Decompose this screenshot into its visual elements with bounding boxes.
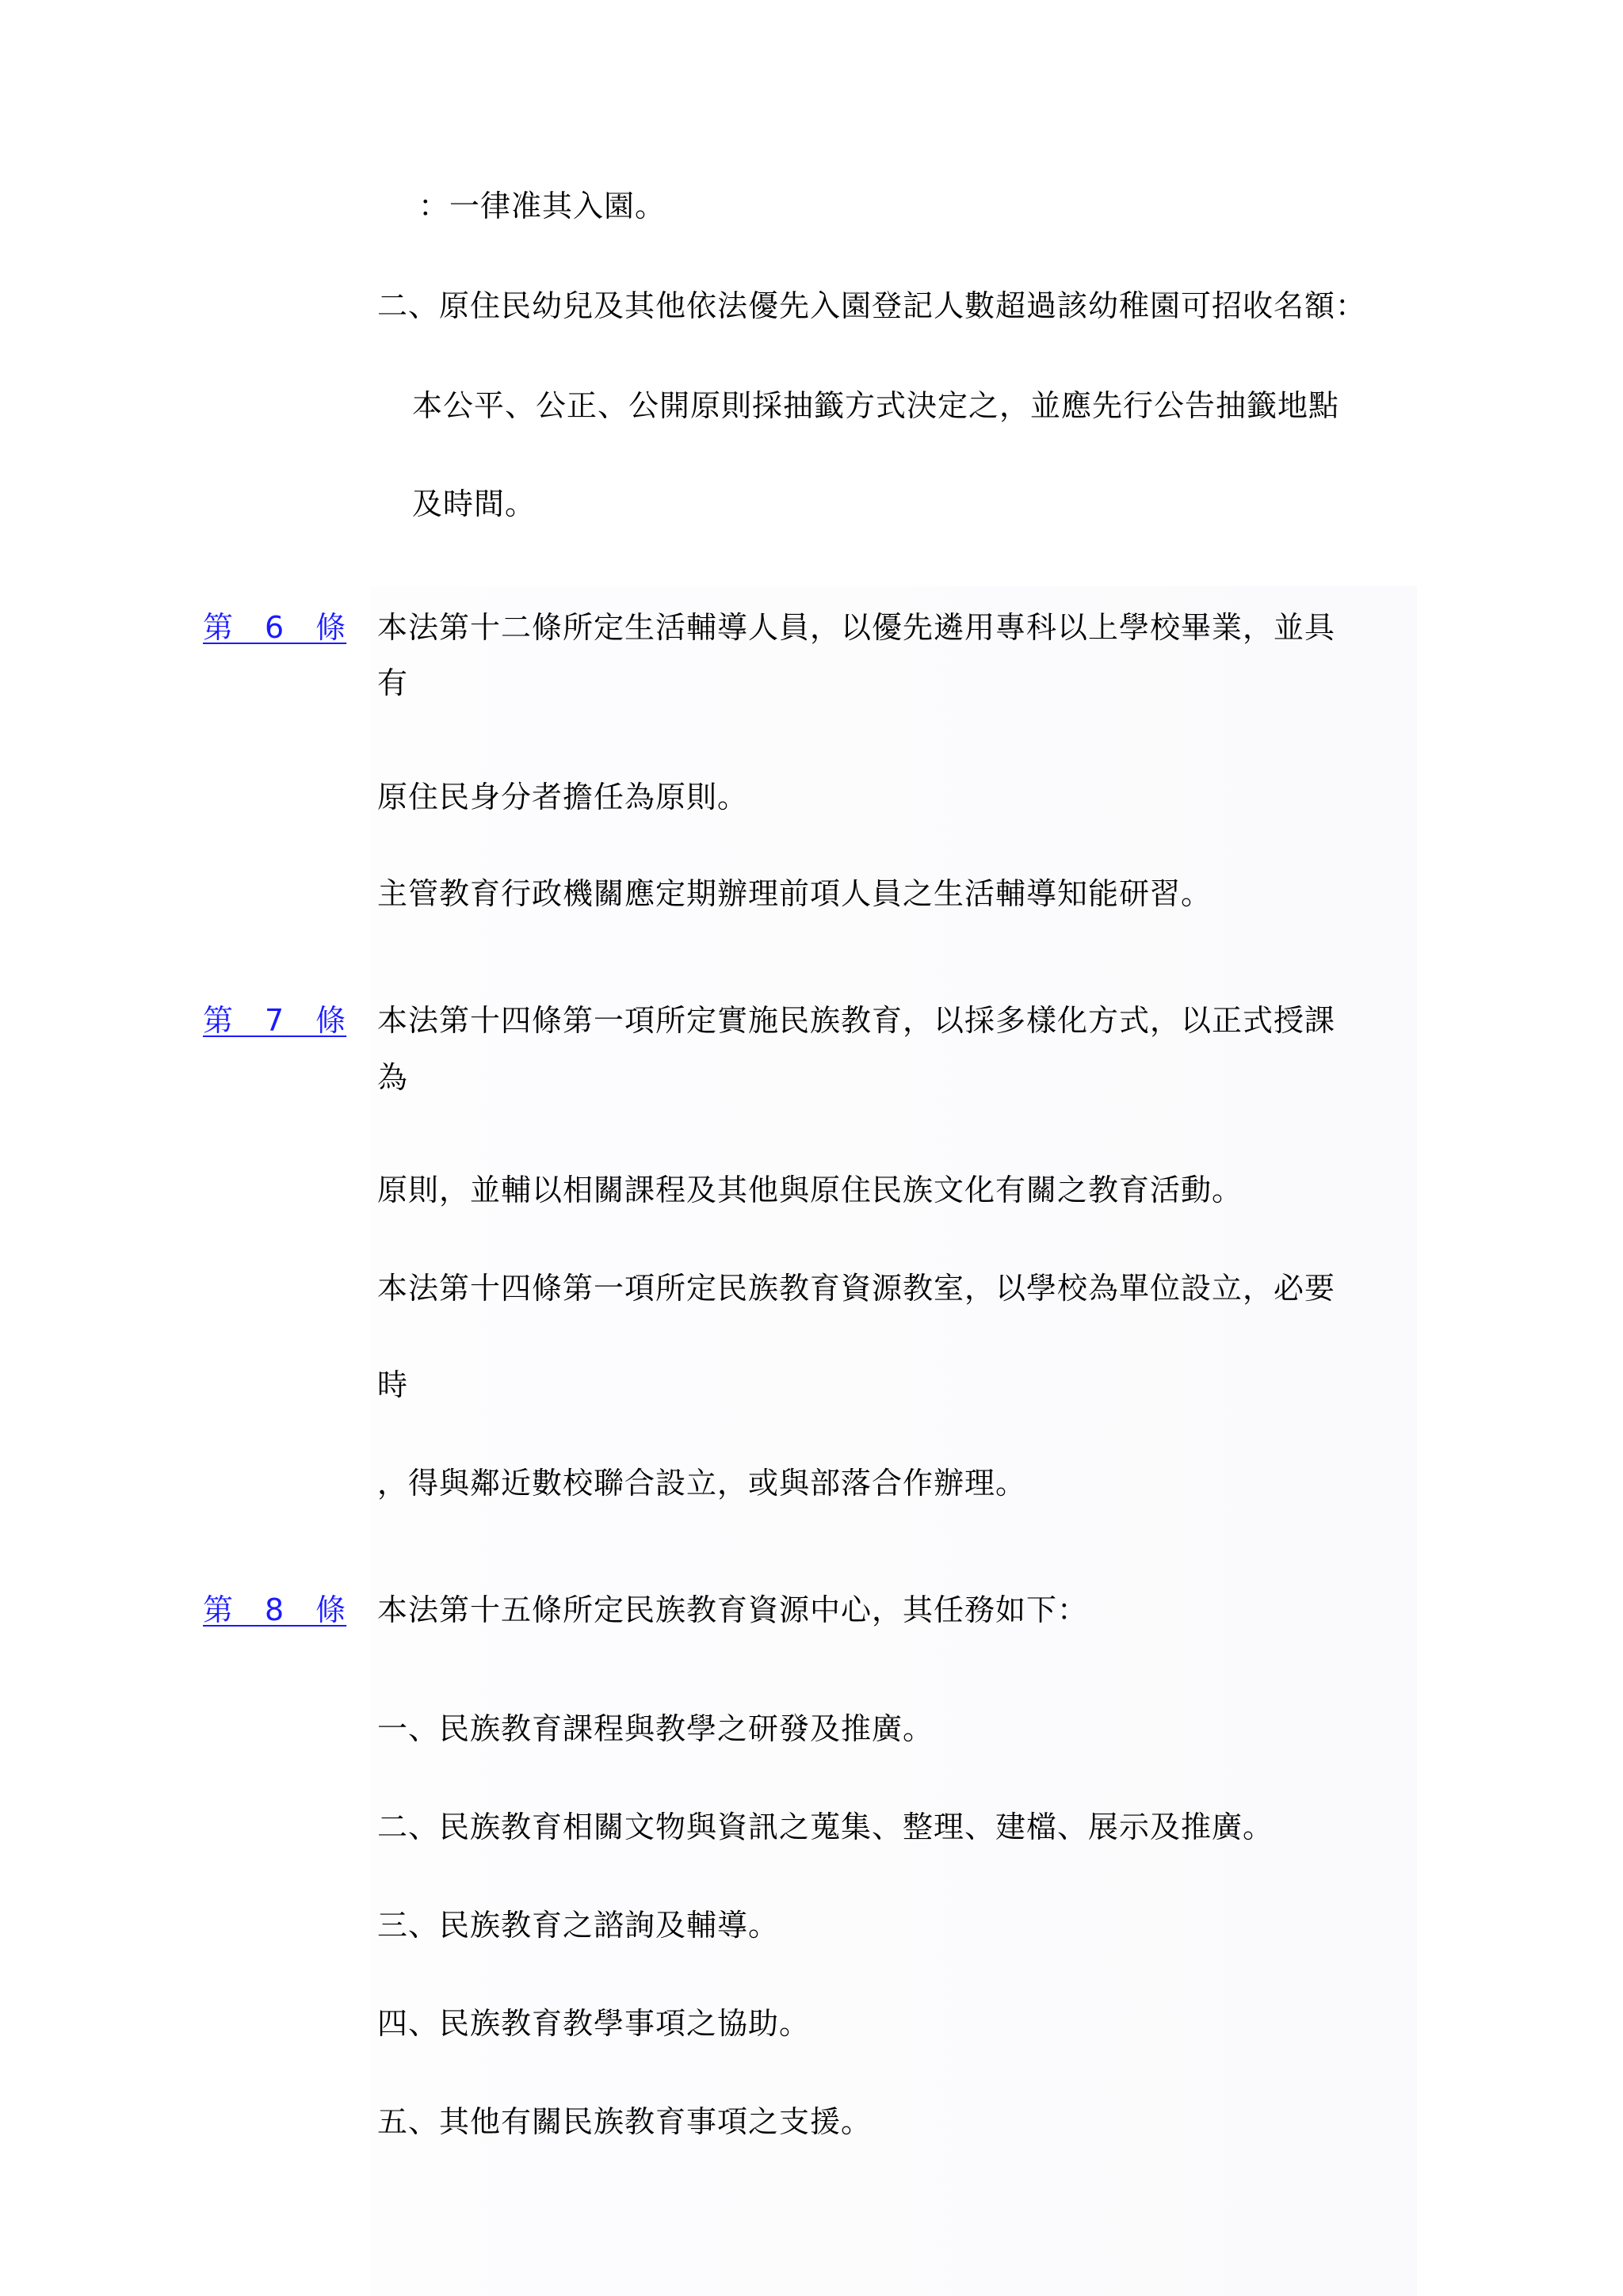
article-7-line-6: ，得與鄰近數校聯合設立，或與部落合作辦理。 [377, 1466, 1027, 1501]
article-8-item-3: 三、民族教育之諮詢及輔導。 [377, 1908, 780, 1943]
article-7-line-5: 時 [377, 1367, 409, 1402]
article-8-item-5: 五、其他有關民族教育事項之支援。 [377, 2104, 873, 2139]
article-7-line-2: 為 [377, 1060, 409, 1095]
item-2-continuation-2: 及時間。 [412, 486, 537, 521]
article-8-link[interactable]: 第 8 條 [203, 1592, 347, 1627]
article-6-line-2: 有 [377, 666, 409, 700]
article-8-item-4: 四、民族教育教學事項之協助。 [377, 2006, 811, 2041]
article-7-line-4: 本法第十四條第一項所定民族教育資源教室，以學校為單位設立，必要 [377, 1271, 1336, 1306]
article-6-link[interactable]: 第 6 條 [203, 610, 347, 645]
item-1-tail: ：一律准其入園。 [418, 189, 666, 223]
article-8-item-1: 一、民族教育課程與教學之研發及推廣。 [377, 1711, 934, 1746]
article-6-line-3: 原住民身分者擔任為原則。 [377, 780, 749, 814]
article-7-line-1: 本法第十四條第一項所定實施民族教育，以採多樣化方式，以正式授課 [377, 1003, 1336, 1038]
article-6-line-4: 主管教育行政機關應定期辦理前項人員之生活輔導知能研習。 [377, 876, 1212, 911]
item-2-continuation-1: 本公平、公正、公開原則採抽籤方式決定之，並應先行公告抽籤地點 [412, 388, 1340, 423]
article-7-line-3: 原則，並輔以相關課程及其他與原住民族文化有關之教育活動。 [377, 1173, 1243, 1207]
article-6-line-1: 本法第十二條所定生活輔導人員，以優先遴用專科以上學校畢業，並具 [377, 610, 1336, 645]
article-7-link[interactable]: 第 7 條 [203, 1003, 347, 1038]
article-8-line-1: 本法第十五條所定民族教育資源中心，其任務如下： [377, 1592, 1089, 1627]
article-8-item-2: 二、民族教育相關文物與資訊之蒐集、整理、建檔、展示及推廣。 [377, 1810, 1274, 1844]
item-2-text: 二、原住民幼兒及其他依法優先入園登記人數超過該幼稚園可招收名額： [377, 288, 1367, 323]
